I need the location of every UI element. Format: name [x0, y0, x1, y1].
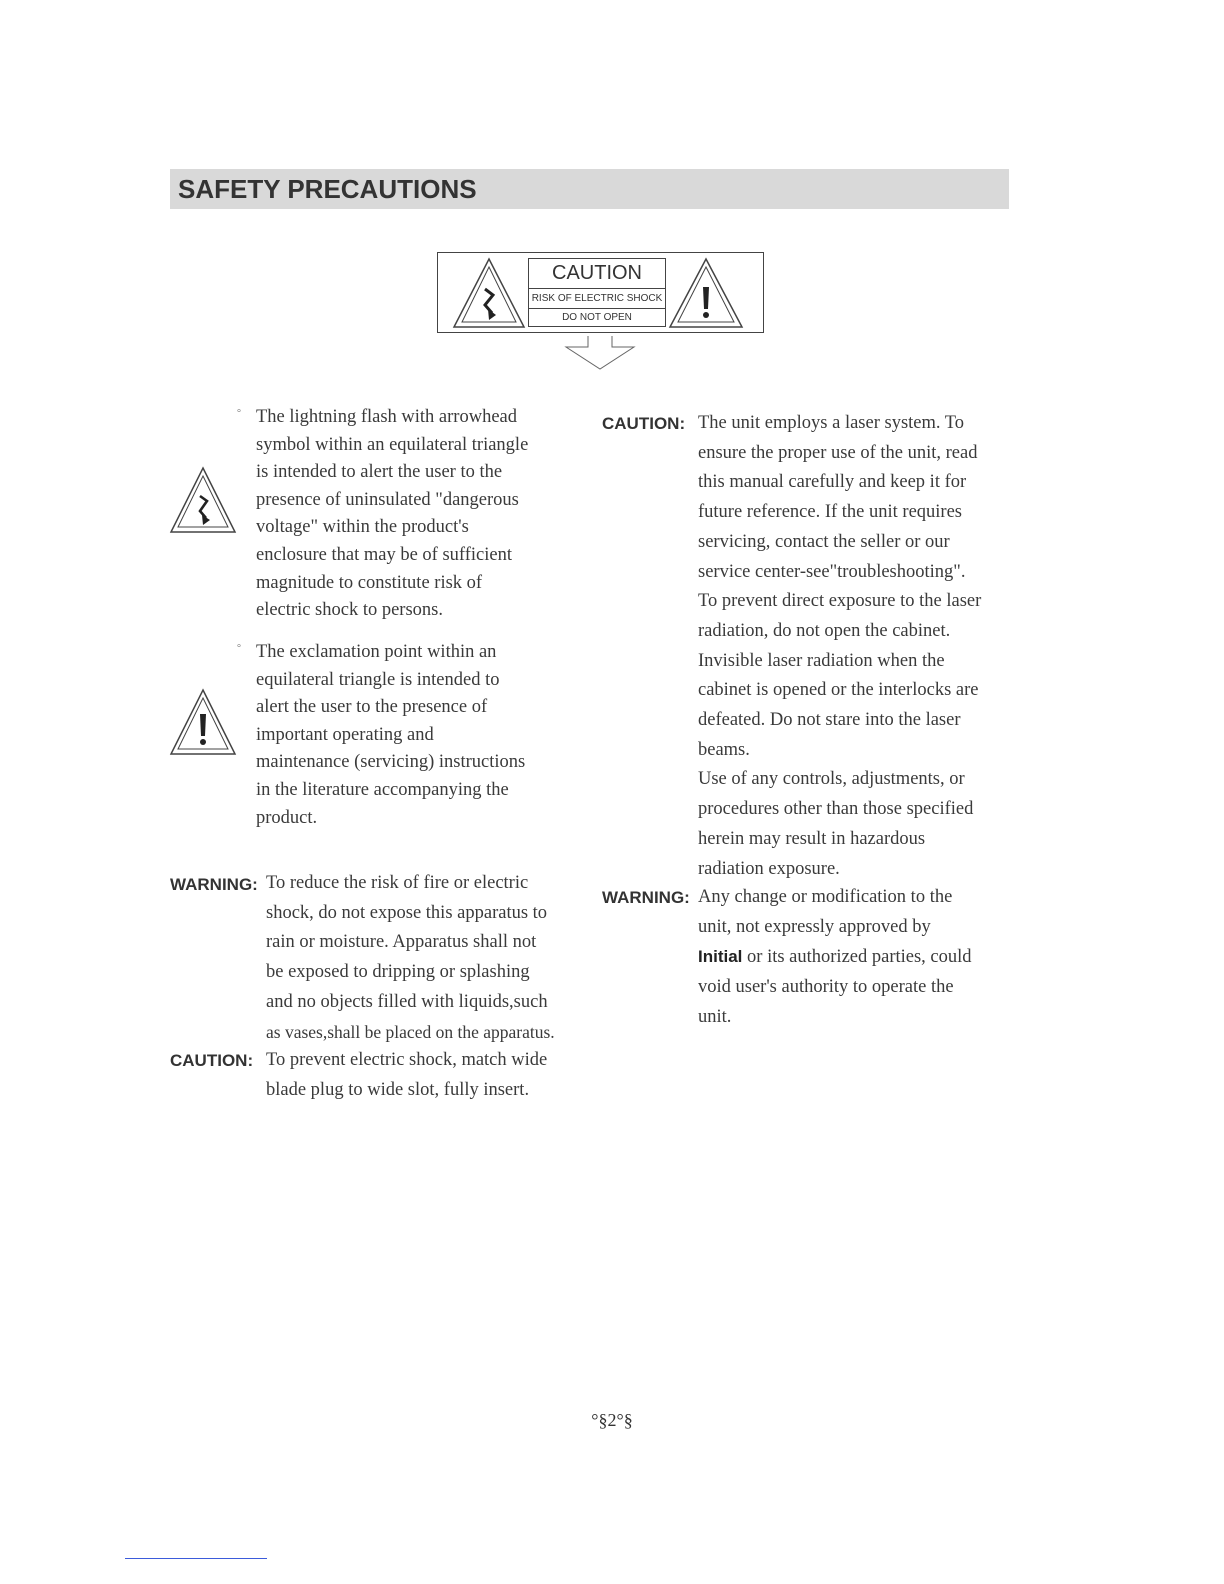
text-line: servicing, contact the seller or our [698, 531, 950, 552]
text-line: herein may result in hazardous [698, 828, 926, 849]
text-line: electric shock to persons. [256, 600, 443, 621]
text-line: To reduce the risk of fire or electric [266, 873, 529, 893]
text-line: rain or moisture. Apparatus shall not [266, 932, 537, 953]
exclamation-warning-icon [668, 257, 744, 329]
text-line: symbol within an equilateral triangle [256, 434, 529, 455]
bullet-icon: ° [237, 408, 241, 419]
page-number: °§2°§ [591, 1410, 633, 1430]
exclamation-triangle-icon [169, 688, 237, 756]
footer-divider [125, 1558, 267, 1559]
text-line: magnitude to constitute risk of [256, 572, 483, 593]
text-line: The lightning flash with arrowhead [256, 407, 517, 427]
text-line: equilateral triangle is intended to [256, 669, 500, 690]
caution-laser-text [698, 409, 1018, 884]
caution-label-title: CAUTION [529, 259, 665, 289]
section-header [170, 169, 1009, 209]
text-line: is intended to alert the user to the [256, 462, 503, 483]
lightning-triangle-icon [169, 466, 237, 534]
exclamation-symbol-text [256, 639, 566, 832]
page-title: SAFETY PRECAUTIONS [178, 174, 477, 204]
text-line: beams. [698, 739, 750, 760]
text-fragment: or its authorized parties, could [742, 947, 972, 968]
text-line: procedures other than those specified [698, 799, 974, 820]
text-line: unit. [698, 1006, 732, 1027]
text-line: and no objects filled with liquids,such [266, 991, 548, 1012]
brand-name: Initial [698, 947, 743, 967]
warning-tag: WARNING: [602, 888, 690, 907]
text-line: service center-see"troubleshooting". [698, 561, 966, 582]
warning-moisture-text [266, 869, 586, 1047]
text-line: as vases,shall be placed on the apparatus. [266, 1021, 555, 1042]
text-line: in the literature accompanying the [256, 779, 509, 800]
text-line: Use of any controls, adjustments, or [698, 769, 965, 790]
text-line: To prevent direct exposure to the laser [698, 591, 982, 612]
down-arrow-icon [564, 335, 636, 371]
text-line: ensure the proper use of the unit, read [698, 442, 978, 463]
text-line: The exclamation point within an [256, 642, 497, 662]
text-line: Invisible laser radiation when the [698, 650, 945, 671]
text-line: radiation exposure. [698, 858, 840, 879]
text-line: To prevent electric shock, match wide [266, 1050, 548, 1070]
caution-label-do-not-open: DO NOT OPEN [562, 312, 632, 323]
text-line: this manual carefully and keep it for [698, 472, 967, 493]
text-line: voltage" within the product's [256, 517, 469, 538]
lightning-warning-icon [452, 257, 526, 329]
text-line: defeated. Do not stare into the laser [698, 710, 961, 731]
text-line: alert the user to the presence of [256, 697, 488, 718]
caution-tag: CAUTION: [170, 1051, 254, 1070]
text-line [698, 942, 1018, 973]
text-line: blade plug to wide slot, fully insert. [266, 1079, 530, 1100]
text-line: presence of uninsulated "dangerous [256, 489, 519, 510]
warning-tag: WARNING: [170, 875, 258, 894]
text-line: product. [256, 807, 318, 828]
text-line: Any change or modification to the [698, 887, 953, 907]
text-line: radiation, do not open the cabinet. [698, 620, 951, 641]
text-line: shock, do not expose this apparatus to [266, 902, 548, 923]
text-line: cabinet is opened or the interlocks are [698, 680, 979, 701]
warning-modification-text [698, 883, 1018, 1033]
text-line: enclosure that may be of sufficient [256, 544, 513, 565]
text-line: important operating and [256, 724, 434, 745]
text-line: void user's authority to operate the [698, 977, 954, 998]
lightning-symbol-text [256, 404, 566, 625]
text-line: maintenance (servicing) instructions [256, 752, 526, 773]
text-line: The unit employs a laser system. To [698, 413, 965, 433]
text-line: unit, not expressly approved by [698, 916, 931, 937]
text-line: future reference. If the unit requires [698, 502, 962, 523]
caution-label-risk: RISK OF ELECTRIC SHOCK [529, 289, 665, 309]
caution-plug-text [266, 1046, 586, 1105]
bullet-icon: ° [237, 643, 241, 654]
text-line: be exposed to dripping or splashing [266, 962, 530, 983]
caution-tag: CAUTION: [602, 414, 686, 433]
caution-label-text-box [528, 258, 666, 327]
